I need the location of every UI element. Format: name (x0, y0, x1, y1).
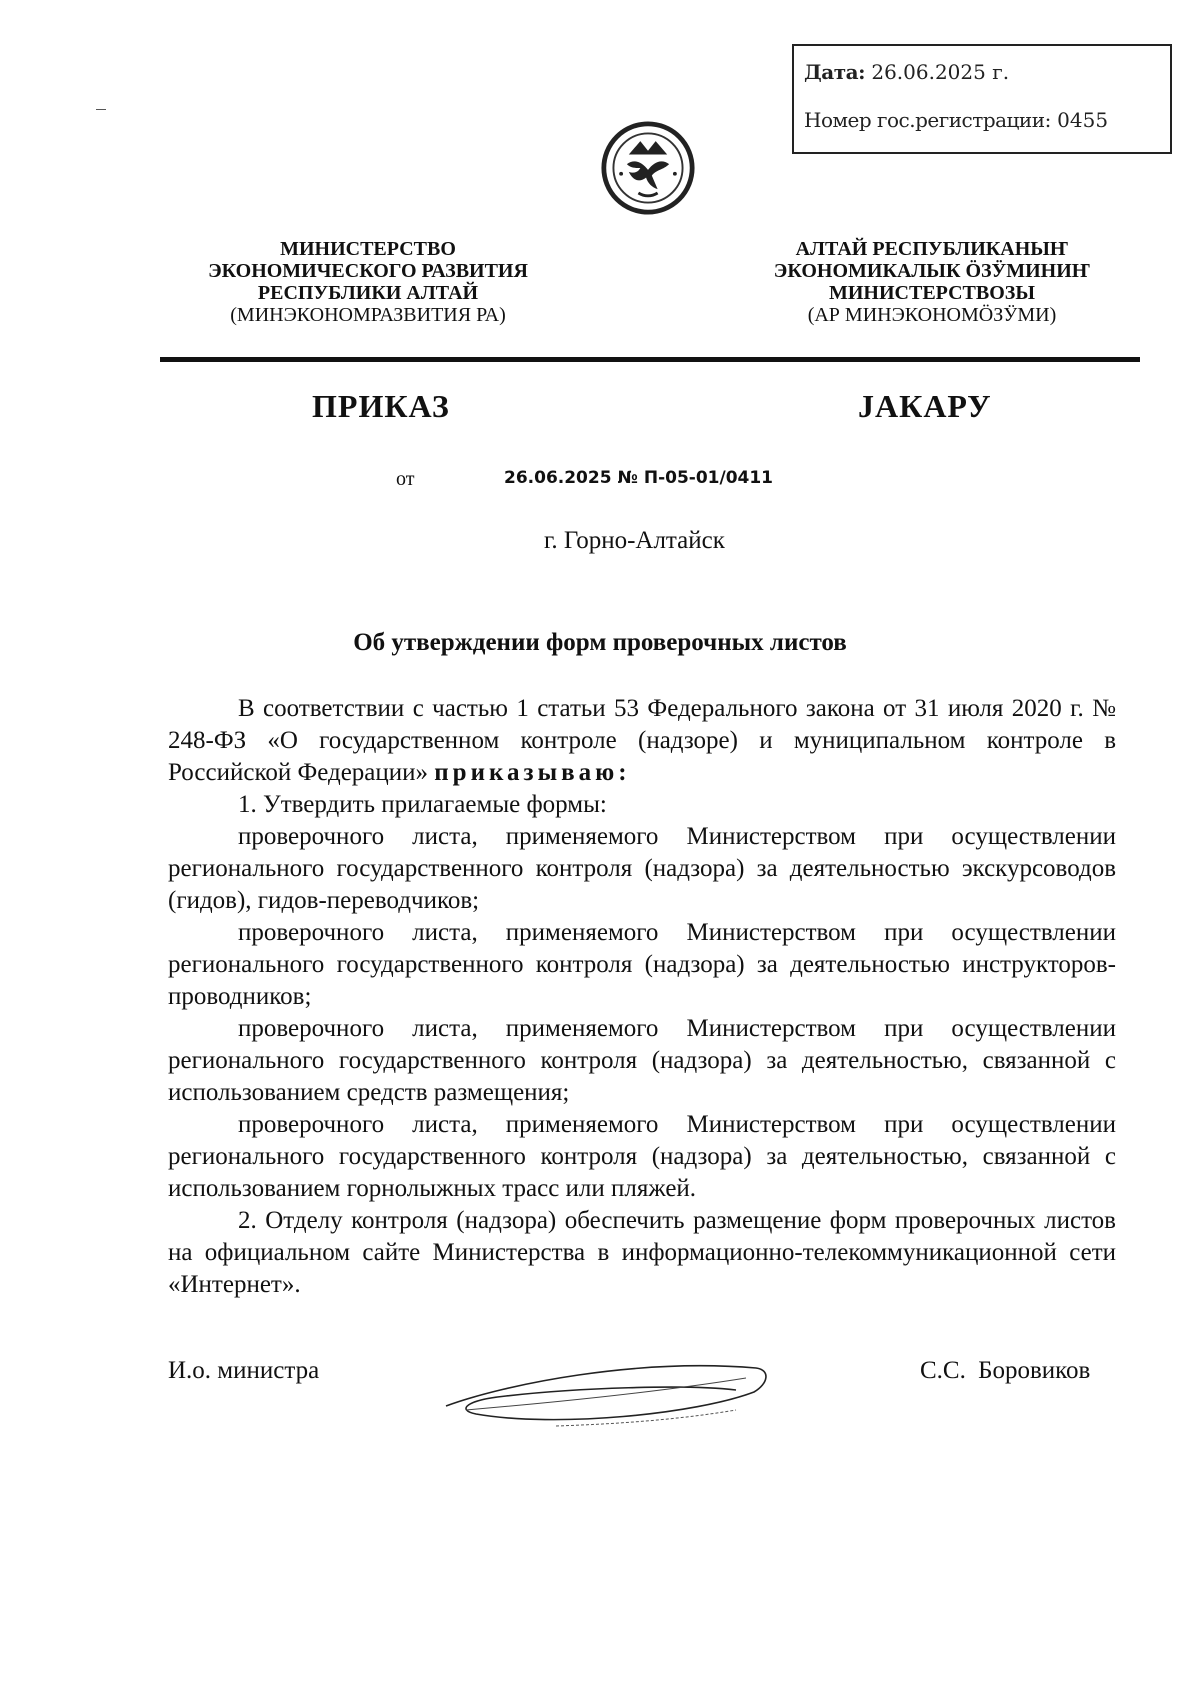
order-from-label: от (396, 468, 415, 490)
order-city: г. Горно-Алтайск (544, 527, 725, 554)
body-item-1: 1. Утвердить прилагаемые формы: (238, 791, 607, 818)
order-body (168, 693, 1116, 1301)
stamp-date-label: Дата: (804, 60, 865, 84)
body-intro-text: В соответствии с частью 1 статьи 53 Федерального закона от 31 июля 2020 г. № 248-ФЗ «О государственном контроле (надзоре) и муниципальном контроле в Российской Федерации» (168, 695, 1116, 786)
ministry-name-alt (702, 238, 1162, 326)
signatory-position: И.о. министра (168, 1357, 320, 1384)
org-ru-line2: ЭКОНОМИЧЕСКОГО РАЗВИТИЯ (208, 260, 528, 282)
stamp-reg-label: Номер гос.регистрации: (804, 108, 1051, 132)
ministry-name-ru (138, 238, 598, 326)
org-ru-line1: МИНИСТЕРСТВО (280, 238, 456, 260)
order-subject: Об утверждении форм проверочных листов (353, 629, 847, 656)
handwritten-signature (436, 1344, 786, 1430)
org-alt-line2: ЭКОНОМИКАЛЫК ӦЗӰМИНИҤ (773, 260, 1091, 282)
signatory-name: С.С. Боровиков (920, 1357, 1091, 1384)
org-ru-line3: РЕСПУБЛИКИ АЛТАЙ (257, 282, 479, 304)
body-intro-decree: приказываю: (434, 759, 631, 786)
order-title-ru: ПРИКАЗ (312, 388, 450, 424)
org-alt-line1: АЛТАЙ РЕСПУБЛИКАНЫҤ (795, 238, 1069, 260)
order-title-alt: ЈАКАРУ (858, 388, 992, 424)
body-form-3: проверочного листа, применяемого Министерством при осуществлении регионального государственного контроля (надзора) за деятельностью, связанной с использованием средств размещения; (168, 1015, 1116, 1106)
order-number: 26.06.2025 № П-05-01/0411 (504, 468, 774, 488)
registration-stamp (792, 44, 1172, 154)
org-alt-abbr: (АР МИНЭКОНОМӦЗӰМИ) (807, 304, 1057, 326)
org-ru-abbr: (МИНЭКОНОМРАЗВИТИЯ РА) (230, 304, 506, 326)
body-form-1: проверочного листа, применяемого Министерством при осуществлении регионального государственного контроля (надзора) за деятельностью экскурсоводов (гидов), гидов-переводчиков; (168, 823, 1116, 914)
body-form-2: проверочного листа, применяемого Министерством при осуществлении регионального государственного контроля (надзора) за деятельностью инструкторов-проводников; (168, 919, 1116, 1010)
body-intro (168, 693, 1116, 789)
header-divider (160, 357, 1140, 362)
org-alt-line3: МИНИСТЕРСТВОЗЫ (828, 282, 1035, 304)
stamp-reg-value: 0455 (1057, 108, 1109, 132)
body-item-2: 2. Отделу контроля (надзора) обеспечить размещение форм проверочных листов на официальном сайте Министерства в информационно-телекоммуникационной сети «Интернет». (168, 1207, 1116, 1298)
stamp-date-value: 26.06.2025 г. (871, 60, 1010, 84)
body-form-4: проверочного листа, применяемого Министерством при осуществлении регионального государственного контроля (надзора) за деятельностью, связанной с использованием горнолыжных трасс или пляжей. (168, 1111, 1116, 1202)
coat-of-arms-emblem (600, 120, 696, 216)
scan-mark (96, 109, 106, 110)
